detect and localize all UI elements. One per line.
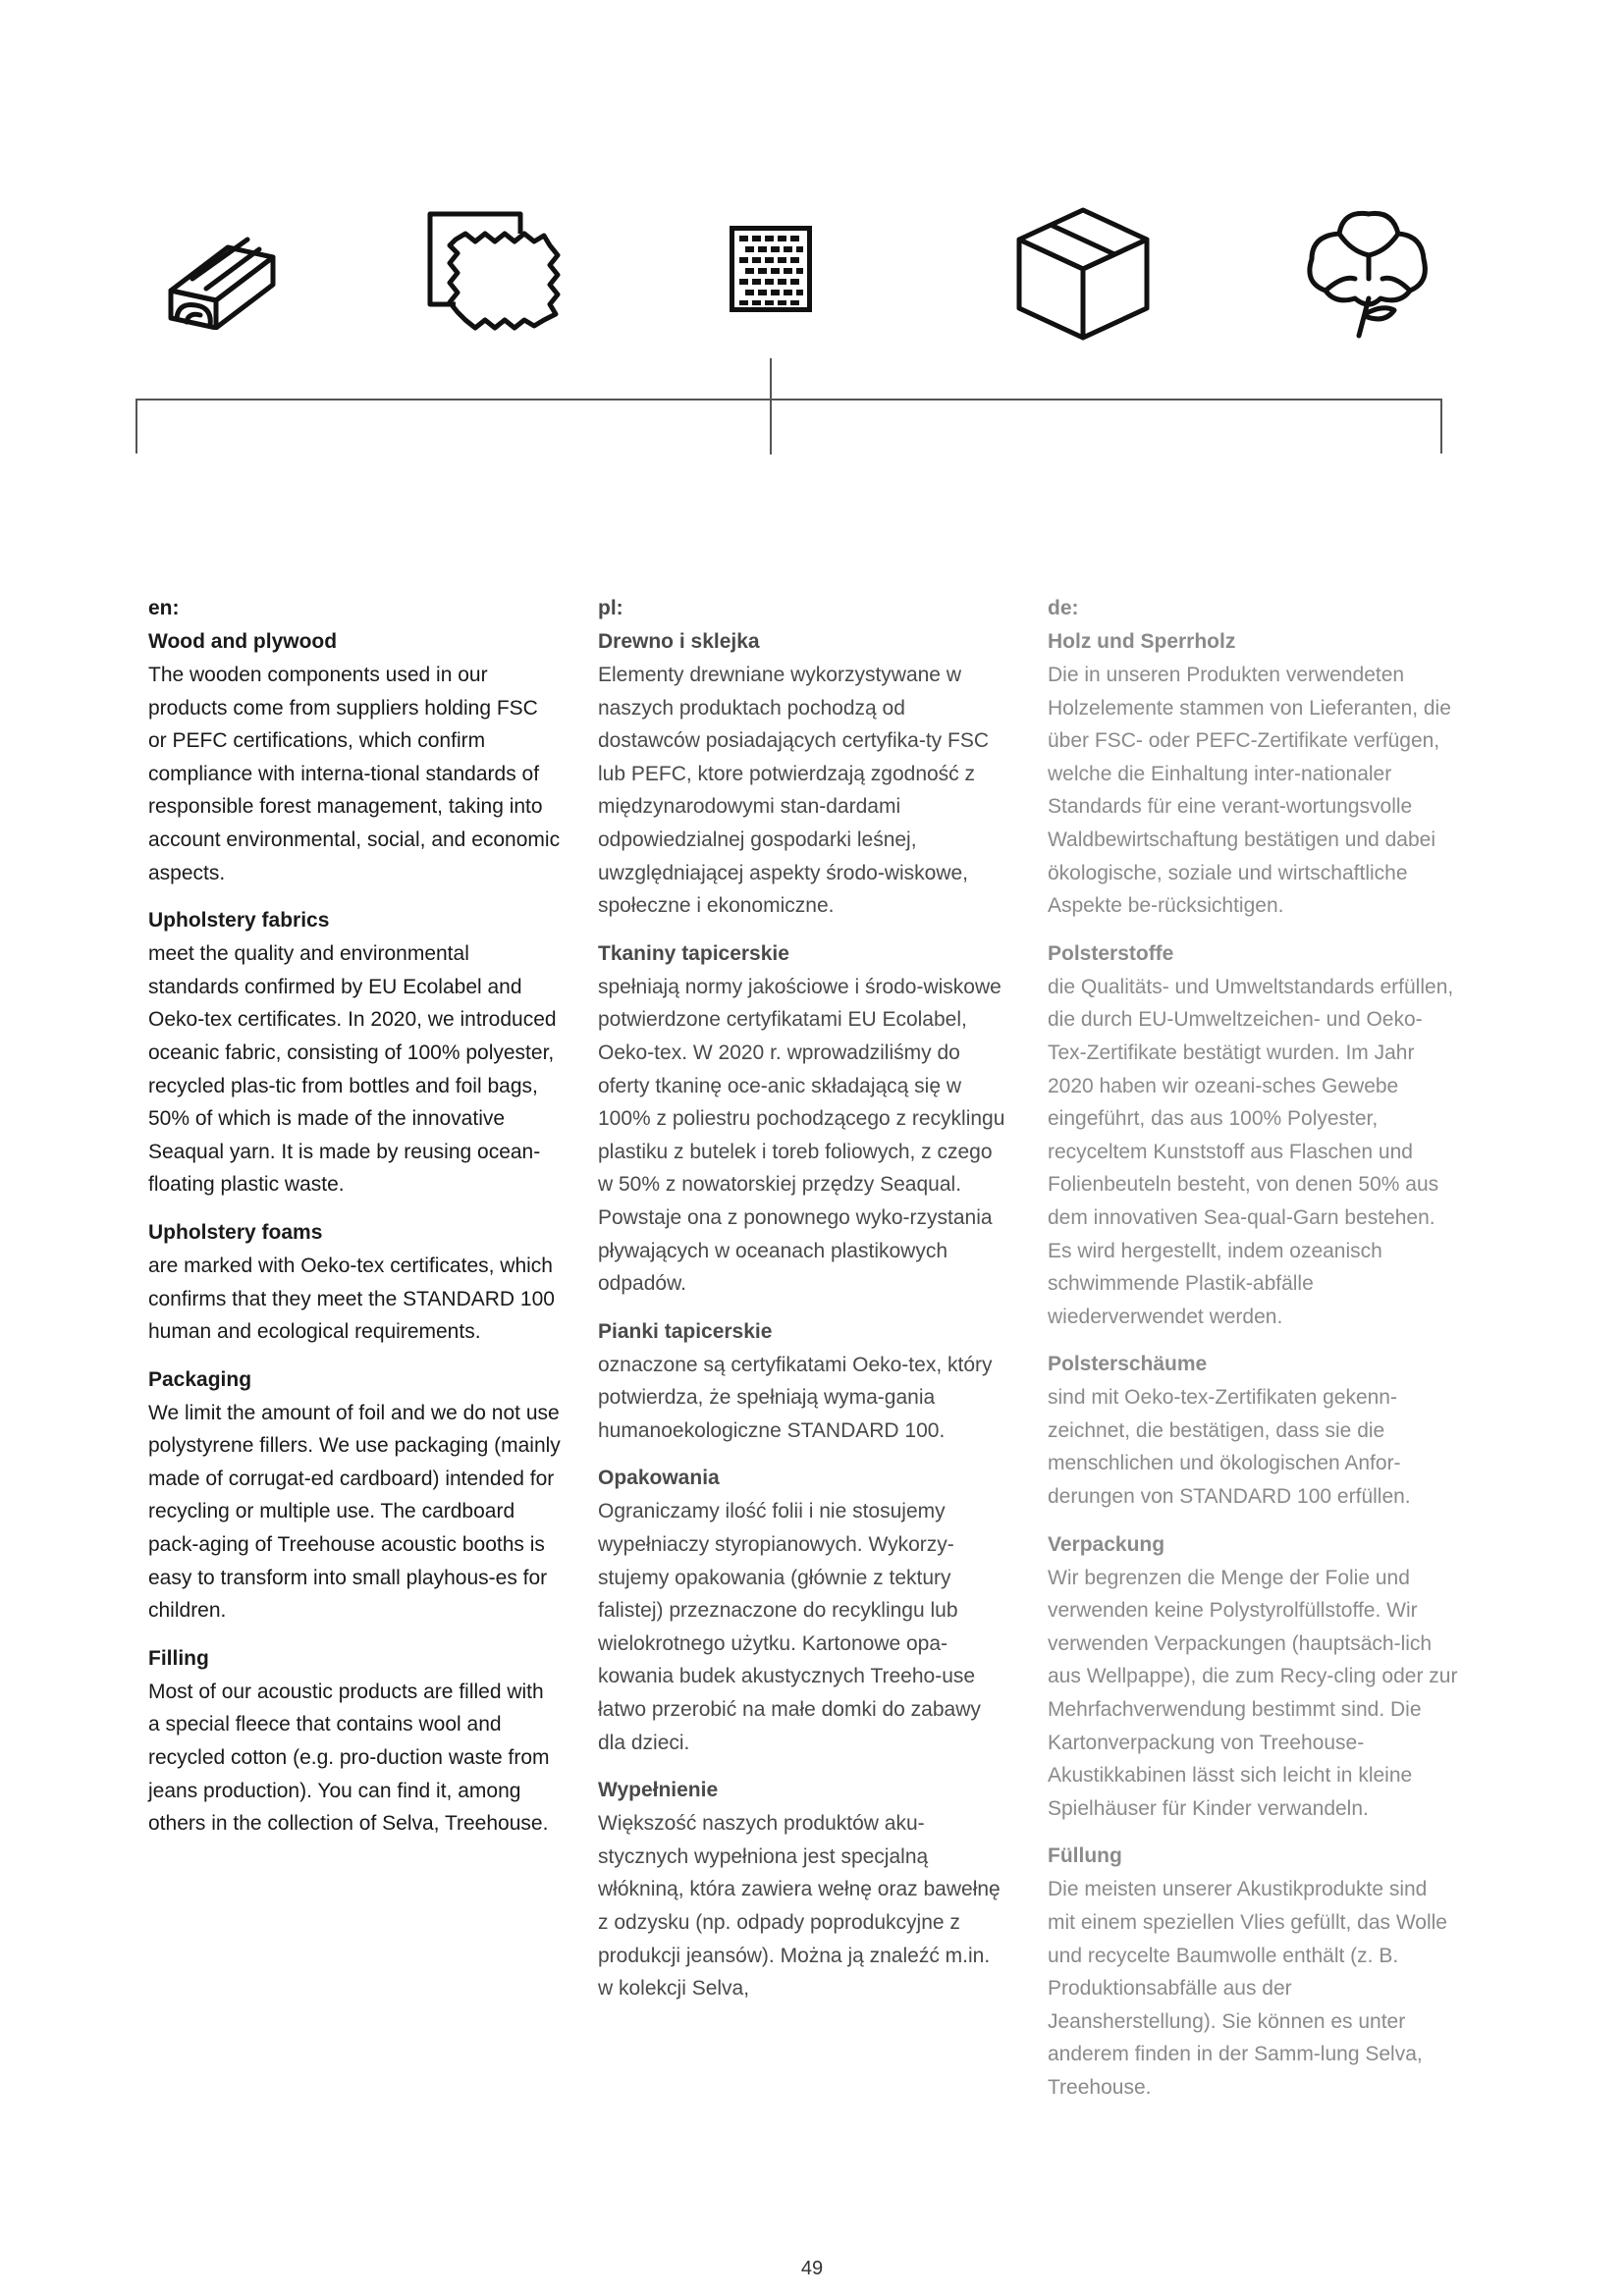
- section-heading: Drewno i sklejka: [598, 630, 760, 653]
- section-wood: [1048, 625, 1460, 923]
- section-heading: Pianki tapicerskie: [598, 1319, 773, 1343]
- column-pl: [598, 592, 1010, 2020]
- cotton-flower-icon: [1300, 206, 1437, 340]
- section-heading: Polsterschäume: [1048, 1353, 1208, 1376]
- section-wood: [148, 625, 561, 889]
- section-heading: Füllung: [1048, 1844, 1122, 1868]
- section-text: sind mit Oeko-tex-Zertifikaten gekenn-zeichnet, die bestätigen, dass sie die menschlichen und ökologischen Anfor-derungen von STANDARD 100 erfüllen.: [1048, 1386, 1411, 1509]
- section-heading: Wood and plywood: [148, 630, 338, 653]
- column-de: [1048, 592, 1460, 2119]
- section-foams: [598, 1315, 1010, 1448]
- section-heading: Wypełnienie: [598, 1779, 719, 1802]
- section-wood: [598, 625, 1010, 923]
- section-packaging: [598, 1462, 1010, 1759]
- section-text: Ograniczamy ilość folii i nie stosujemy wypełniaczy styropianowych. Wykorzy-stujemy opakowania (głównie z tektury falistej) przeznaczone do recyklingu lub wielokrotnego użytku. Kartonowe opa-kowania budek akustycznych Treeho-use łatwo przerobić na małe domki do zabawy dla dzieci.: [598, 1500, 981, 1754]
- section-heading: Upholstery foams: [148, 1220, 323, 1244]
- bracket-right-tick: [1440, 399, 1442, 454]
- section-heading: Holz und Sperrholz: [1048, 630, 1236, 653]
- wood-plank-icon: [165, 228, 281, 330]
- section-packaging: [148, 1363, 561, 1628]
- section-text: oznaczone są certyfikatami Oeko-tex, który potwierdza, że spełniają wyma-gania humanoekologiczne STANDARD 100.: [598, 1353, 993, 1442]
- foam-block-icon: [730, 226, 812, 312]
- section-text: We limit the amount of foil and we do not use polystyrene fillers. We use packaging (mainly made of corrugat-ed cardboard) intended for recycling or multiple use. The cardboard pack-aging of Treehouse acoustic booths is easy to transform into small playhous-es for children.: [148, 1401, 561, 1623]
- column-en: [148, 592, 561, 1855]
- section-heading: Packaging: [148, 1367, 252, 1391]
- section-text: Most of our acoustic products are filled with a special fleece that contains wool and recycled cotton (e.g. pro-duction waste from jeans production). You can find it, among others in the collection of Selva, Treehouse.: [148, 1680, 550, 1836]
- section-text: The wooden components used in our products come from suppliers holding FSC or PEFC certifications, which confirm compliance with interna-tional standards of responsible forest management, taking into account environmental, social, and economic aspects.: [148, 664, 561, 884]
- section-text: spełniają normy jakościowe i środo-wiskowe potwierdzone certyfikatami EU Ecolabel, Oeko-tex. W 2020 r. wprowadziliśmy do oferty tkaninę oce-anic składającą się w 100% z poliestru pochodzącego z recyklingu plastiku z butelek i toreb foliowych, z czego w 50% z nowatorskiej przędzy Seaqual. Powstaje ona z ponownego wyko-rzystania pływających w oceanach plastikowych odpadów.: [598, 975, 1005, 1296]
- bracket-left-tick: [135, 399, 137, 454]
- page-number: 49: [800, 2258, 824, 2279]
- section-text: Die in unseren Produkten verwendeten Holzelemente stammen von Lieferanten, die über FSC- oder PEFC-Zertifikate verfügen, welche die Einhaltung inter-nationaler Standards für eine verant-wortungsvolle Waldbewirtschaftung bestätigen und dabei ökologische, soziale und wirtschaftliche Aspekte be-rücksichtigen.: [1048, 664, 1451, 918]
- section-heading: Tkaniny tapicerskie: [598, 941, 789, 965]
- section-fabrics: [1048, 937, 1460, 1334]
- language-label: pl:: [598, 597, 623, 619]
- section-heading: Opakowania: [598, 1467, 720, 1490]
- section-text: are marked with Oeko-tex certificates, which confirms that they meet the STANDARD 100 human and ecological requirements.: [148, 1254, 555, 1344]
- section-foams: [1048, 1348, 1460, 1513]
- section-text: Die meisten unserer Akustikprodukte sind mit einem speziellen Vlies gefüllt, das Wolle und recycelte Baumwolle enthält (z. B. Produktionsabfälle aus der Jeansherstellung). Sie können es unter anderem finden in der Samm-lung Selva, Treehouse.: [1048, 1878, 1447, 2099]
- bracket-horizontal: [135, 399, 1442, 400]
- cardboard-box-icon: [1015, 206, 1151, 342]
- section-heading: Verpackung: [1048, 1532, 1165, 1556]
- section-fabrics: [598, 937, 1010, 1301]
- language-label: en:: [148, 597, 180, 619]
- fabric-swatch-icon: [426, 210, 564, 332]
- section-fabrics: [148, 904, 561, 1201]
- section-foams: [148, 1216, 561, 1349]
- section-filling: [1048, 1840, 1460, 2104]
- section-text: Wir begrenzen die Menge der Folie und verwenden keine Polystyrolfüllstoffe. Wir verwenden Verpackungen (hauptsäch-lich aus Wellpappe), die zum Recy-cling oder zur Mehrfachverwendung bestimmt sind. Die Kartonverpackung von Treehouse-Akustikkabinen lässt sich leicht in kleine Spielhäuser für Kinder verwandeln.: [1048, 1566, 1458, 1820]
- section-heading: Polsterstoffe: [1048, 941, 1174, 965]
- section-packaging: [1048, 1528, 1460, 1826]
- section-heading: Filling: [148, 1646, 209, 1670]
- section-text: Elementy drewniane wykorzystywane w naszych produktach pochodzą od dostawców posiadających certyfika-ty FSC lub PEFC, ktore potwierdzają zgodność z międzynarodowymi stan-dardami odpowiedzialnej gospodarki leśnej, uwzględniającej aspekty środo-wiskowe, społeczne i ekonomiczne.: [598, 664, 989, 918]
- section-text: meet the quality and environmental standards confirmed by EU Ecolabel and Oeko-tex certificates. In 2020, we introduced oceanic fabric, consisting of 100% polyester, recycled plas-tic from bottles and foil bags, 50% of which is made of the innovative Seaqual yarn. It is made by reusing ocean-floating plastic waste.: [148, 942, 557, 1197]
- section-filling: [598, 1774, 1010, 2005]
- section-text: die Qualitäts- und Umweltstandards erfüllen, die durch EU-Umweltzeichen- und Oeko-Tex-Zertifikate bestätigt wurden. Im Jahr 2020 haben wir ozeani-sches Gewebe eingeführt, das aus 100% Polyester, recyceltem Kunststoff aus Flaschen und Folienbeuteln besteht, von denen 50% aus dem innovativen Sea-qual-Garn bestehen. Es wird hergestellt, indem ozeanisch schwimmende Plastik-abfälle wiederverwendet werden.: [1048, 975, 1454, 1328]
- language-label: de:: [1048, 597, 1079, 619]
- bracket-vertical-center: [770, 358, 772, 454]
- section-filling: [148, 1642, 561, 1841]
- section-heading: Upholstery fabrics: [148, 909, 330, 933]
- section-text: Większość naszych produktów aku-stycznych wypełniona jest specjalną włókniną, która zawiera wełnę oraz bawełnę z odzysku (np. odpady poprodukcyjne z produkcji jeansów). Można ją znaleźć m.in. w kolekcji Selva,: [598, 1812, 1001, 2001]
